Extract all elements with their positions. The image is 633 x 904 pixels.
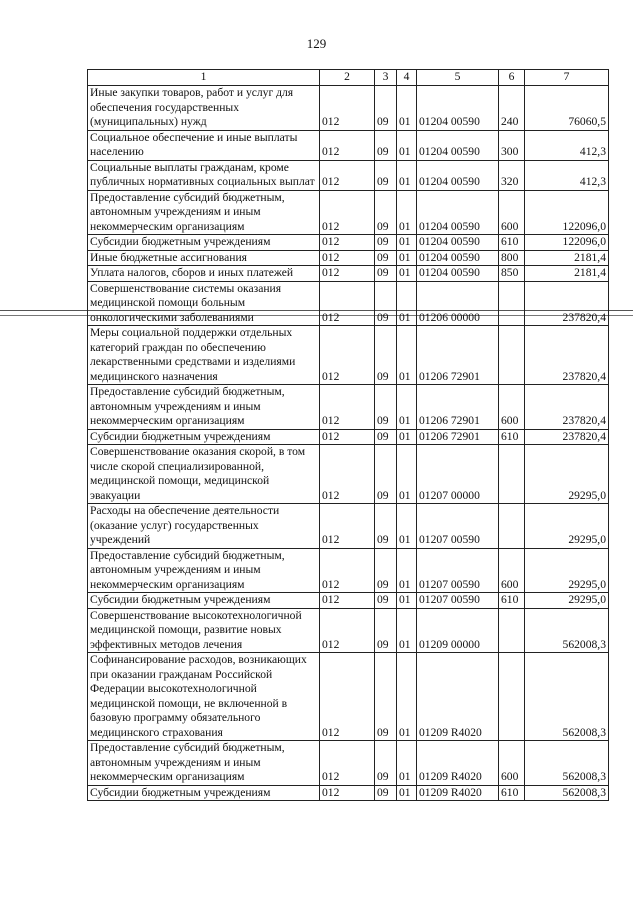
row-name-cell: Предоставление субсидий бюджетным, автономным учреждениям и иным некоммерческим организациям: [88, 741, 320, 786]
column-header: 6: [499, 70, 525, 86]
row-type-cell: 320: [499, 160, 525, 190]
row-section-cell: 09: [375, 653, 397, 741]
row-section-cell: 09: [375, 190, 397, 235]
table-row: [88, 785, 609, 801]
row-name-cell: Уплата налогов, сборов и иных платежей: [88, 266, 320, 282]
column-header: 3: [375, 70, 397, 86]
row-type-cell: 610: [499, 593, 525, 609]
row-subsection-cell: 01: [397, 593, 417, 609]
row-name-cell: Софинансирование расходов, возникающих при оказании гражданам Российской Федерации высокотехнологичной медицинской помощи, не включенной в базовую программу обязательного медицинского страхования: [88, 653, 320, 741]
table-row: [88, 504, 609, 549]
column-header: 2: [320, 70, 375, 86]
row-type-cell: [499, 445, 525, 504]
row-section-cell: 09: [375, 385, 397, 430]
row-code-cell: 012: [320, 130, 375, 160]
column-header: 4: [397, 70, 417, 86]
table-header-row: [88, 70, 609, 86]
page-number: 129: [306, 36, 327, 51]
row-target-cell: 01207 00000: [417, 445, 499, 504]
row-amount-cell: 237820,4: [525, 429, 609, 445]
row-subsection-cell: 01: [397, 548, 417, 593]
table-row: [88, 235, 609, 251]
row-type-cell: 600: [499, 190, 525, 235]
row-code-cell: 012: [320, 785, 375, 801]
row-amount-cell: 29295,0: [525, 445, 609, 504]
row-type-cell: 610: [499, 785, 525, 801]
row-section-cell: 09: [375, 504, 397, 549]
row-name-cell: Социальное обеспечение и иные выплаты населению: [88, 130, 320, 160]
row-name-cell: Социальные выплаты гражданам, кроме публичных нормативных социальных выплат: [88, 160, 320, 190]
row-code-cell: 012: [320, 326, 375, 385]
budget-table: [87, 69, 609, 801]
row-subsection-cell: 01: [397, 608, 417, 653]
row-type-cell: [499, 608, 525, 653]
row-target-cell: 01209 R4020: [417, 741, 499, 786]
table-row: [88, 130, 609, 160]
row-name-cell: Субсидии бюджетным учреждениям: [88, 593, 320, 609]
row-amount-cell: 562008,3: [525, 608, 609, 653]
row-target-cell: 01209 R4020: [417, 785, 499, 801]
row-target-cell: 01206 72901: [417, 326, 499, 385]
row-amount-cell: 29295,0: [525, 593, 609, 609]
row-name-cell: Совершенствование системы оказания медицинской помощи больным онкологическими заболеваниями: [88, 281, 320, 326]
row-amount-cell: 237820,4: [525, 281, 609, 326]
row-amount-cell: 122096,0: [525, 235, 609, 251]
row-target-cell: 01207 00590: [417, 504, 499, 549]
row-amount-cell: 76060,5: [525, 86, 609, 131]
row-type-cell: 800: [499, 250, 525, 266]
row-type-cell: [499, 326, 525, 385]
row-code-cell: 012: [320, 235, 375, 251]
table-row: [88, 593, 609, 609]
row-amount-cell: 412,3: [525, 130, 609, 160]
row-type-cell: 610: [499, 429, 525, 445]
row-name-cell: Предоставление субсидий бюджетным, автономным учреждениям и иным некоммерческим организациям: [88, 548, 320, 593]
row-subsection-cell: 01: [397, 653, 417, 741]
row-section-cell: 09: [375, 86, 397, 131]
row-target-cell: 01207 00590: [417, 593, 499, 609]
row-type-cell: [499, 504, 525, 549]
row-amount-cell: 562008,3: [525, 741, 609, 786]
row-target-cell: 01204 00590: [417, 250, 499, 266]
row-section-cell: 09: [375, 250, 397, 266]
row-section-cell: 09: [375, 160, 397, 190]
row-section-cell: 09: [375, 741, 397, 786]
row-subsection-cell: 01: [397, 741, 417, 786]
table-row: [88, 250, 609, 266]
row-subsection-cell: 01: [397, 281, 417, 326]
table-row: [88, 445, 609, 504]
row-amount-cell: 412,3: [525, 160, 609, 190]
row-subsection-cell: 01: [397, 785, 417, 801]
row-name-cell: Субсидии бюджетным учреждениям: [88, 429, 320, 445]
row-subsection-cell: 01: [397, 326, 417, 385]
row-amount-cell: 29295,0: [525, 548, 609, 593]
row-subsection-cell: 01: [397, 130, 417, 160]
row-name-cell: Иные бюджетные ассигнования: [88, 250, 320, 266]
row-code-cell: 012: [320, 429, 375, 445]
row-code-cell: 012: [320, 385, 375, 430]
row-subsection-cell: 01: [397, 250, 417, 266]
row-subsection-cell: 01: [397, 86, 417, 131]
row-type-cell: 600: [499, 385, 525, 430]
row-code-cell: 012: [320, 190, 375, 235]
row-code-cell: 012: [320, 593, 375, 609]
row-subsection-cell: 01: [397, 445, 417, 504]
row-code-cell: 012: [320, 250, 375, 266]
row-amount-cell: 29295,0: [525, 504, 609, 549]
row-target-cell: 01206 72901: [417, 385, 499, 430]
row-type-cell: 240: [499, 86, 525, 131]
row-code-cell: 012: [320, 504, 375, 549]
row-section-cell: 09: [375, 266, 397, 282]
row-type-cell: 600: [499, 548, 525, 593]
row-target-cell: 01206 72901: [417, 429, 499, 445]
table-row: [88, 385, 609, 430]
row-amount-cell: 237820,4: [525, 385, 609, 430]
row-subsection-cell: 01: [397, 385, 417, 430]
row-target-cell: 01204 00590: [417, 190, 499, 235]
table-row: [88, 160, 609, 190]
row-section-cell: 09: [375, 235, 397, 251]
row-target-cell: 01204 00590: [417, 130, 499, 160]
row-type-cell: 300: [499, 130, 525, 160]
row-target-cell: 01204 00590: [417, 266, 499, 282]
row-code-cell: 012: [320, 653, 375, 741]
row-subsection-cell: 01: [397, 160, 417, 190]
row-amount-cell: 562008,3: [525, 653, 609, 741]
row-amount-cell: 2181,4: [525, 266, 609, 282]
table-row: [88, 741, 609, 786]
column-header: 7: [525, 70, 609, 86]
row-amount-cell: 562008,3: [525, 785, 609, 801]
row-target-cell: 01204 00590: [417, 235, 499, 251]
row-subsection-cell: 01: [397, 504, 417, 549]
table-row: [88, 281, 609, 326]
row-code-cell: 012: [320, 86, 375, 131]
row-name-cell: Расходы на обеспечение деятельности (оказание услуг) государственных учреждений: [88, 504, 320, 549]
row-name-cell: Субсидии бюджетным учреждениям: [88, 235, 320, 251]
row-code-cell: 012: [320, 445, 375, 504]
table-row: [88, 326, 609, 385]
row-type-cell: 850: [499, 266, 525, 282]
row-target-cell: 01209 R4020: [417, 653, 499, 741]
row-subsection-cell: 01: [397, 429, 417, 445]
row-subsection-cell: 01: [397, 190, 417, 235]
row-subsection-cell: 01: [397, 266, 417, 282]
table-row: [88, 653, 609, 741]
row-amount-cell: 2181,4: [525, 250, 609, 266]
row-target-cell: 01209 00000: [417, 608, 499, 653]
table-row: [88, 429, 609, 445]
row-name-cell: Субсидии бюджетным учреждениям: [88, 785, 320, 801]
row-name-cell: Совершенствование высокотехнологичной медицинской помощи, развитие новых эффективных методов лечения: [88, 608, 320, 653]
row-section-cell: 09: [375, 445, 397, 504]
row-target-cell: 01206 00000: [417, 281, 499, 326]
column-header: 5: [417, 70, 499, 86]
row-code-cell: 012: [320, 548, 375, 593]
row-amount-cell: 122096,0: [525, 190, 609, 235]
table-row: [88, 266, 609, 282]
row-type-cell: [499, 653, 525, 741]
row-section-cell: 09: [375, 429, 397, 445]
row-type-cell: [499, 281, 525, 326]
row-code-cell: 012: [320, 608, 375, 653]
row-target-cell: 01207 00590: [417, 548, 499, 593]
table-row: [88, 608, 609, 653]
column-header: 1: [88, 70, 320, 86]
row-code-cell: 012: [320, 160, 375, 190]
row-code-cell: 012: [320, 281, 375, 326]
row-target-cell: 01204 00590: [417, 160, 499, 190]
row-code-cell: 012: [320, 266, 375, 282]
table-row: [88, 86, 609, 131]
row-name-cell: Совершенствование оказания скорой, в том числе скорой специализированной, медицинской помощи, медицинской эвакуации: [88, 445, 320, 504]
row-type-cell: 610: [499, 235, 525, 251]
row-name-cell: Предоставление субсидий бюджетным, автономным учреждениям и иным некоммерческим организациям: [88, 385, 320, 430]
row-section-cell: 09: [375, 326, 397, 385]
table-row: [88, 548, 609, 593]
row-section-cell: 09: [375, 785, 397, 801]
row-amount-cell: 237820,4: [525, 326, 609, 385]
row-type-cell: 600: [499, 741, 525, 786]
row-name-cell: Меры социальной поддержки отдельных категорий граждан по обеспечению лекарственными средствами и изделиями медицинского назначения: [88, 326, 320, 385]
row-section-cell: 09: [375, 593, 397, 609]
table-row: [88, 190, 609, 235]
row-code-cell: 012: [320, 741, 375, 786]
row-section-cell: 09: [375, 281, 397, 326]
row-section-cell: 09: [375, 608, 397, 653]
row-section-cell: 09: [375, 548, 397, 593]
row-target-cell: 01204 00590: [417, 86, 499, 131]
row-name-cell: Предоставление субсидий бюджетным, автономным учреждениям и иным некоммерческим организациям: [88, 190, 320, 235]
row-name-cell: Иные закупки товаров, работ и услуг для обеспечения государственных (муниципальных) нужд: [88, 86, 320, 131]
row-subsection-cell: 01: [397, 235, 417, 251]
row-section-cell: 09: [375, 130, 397, 160]
